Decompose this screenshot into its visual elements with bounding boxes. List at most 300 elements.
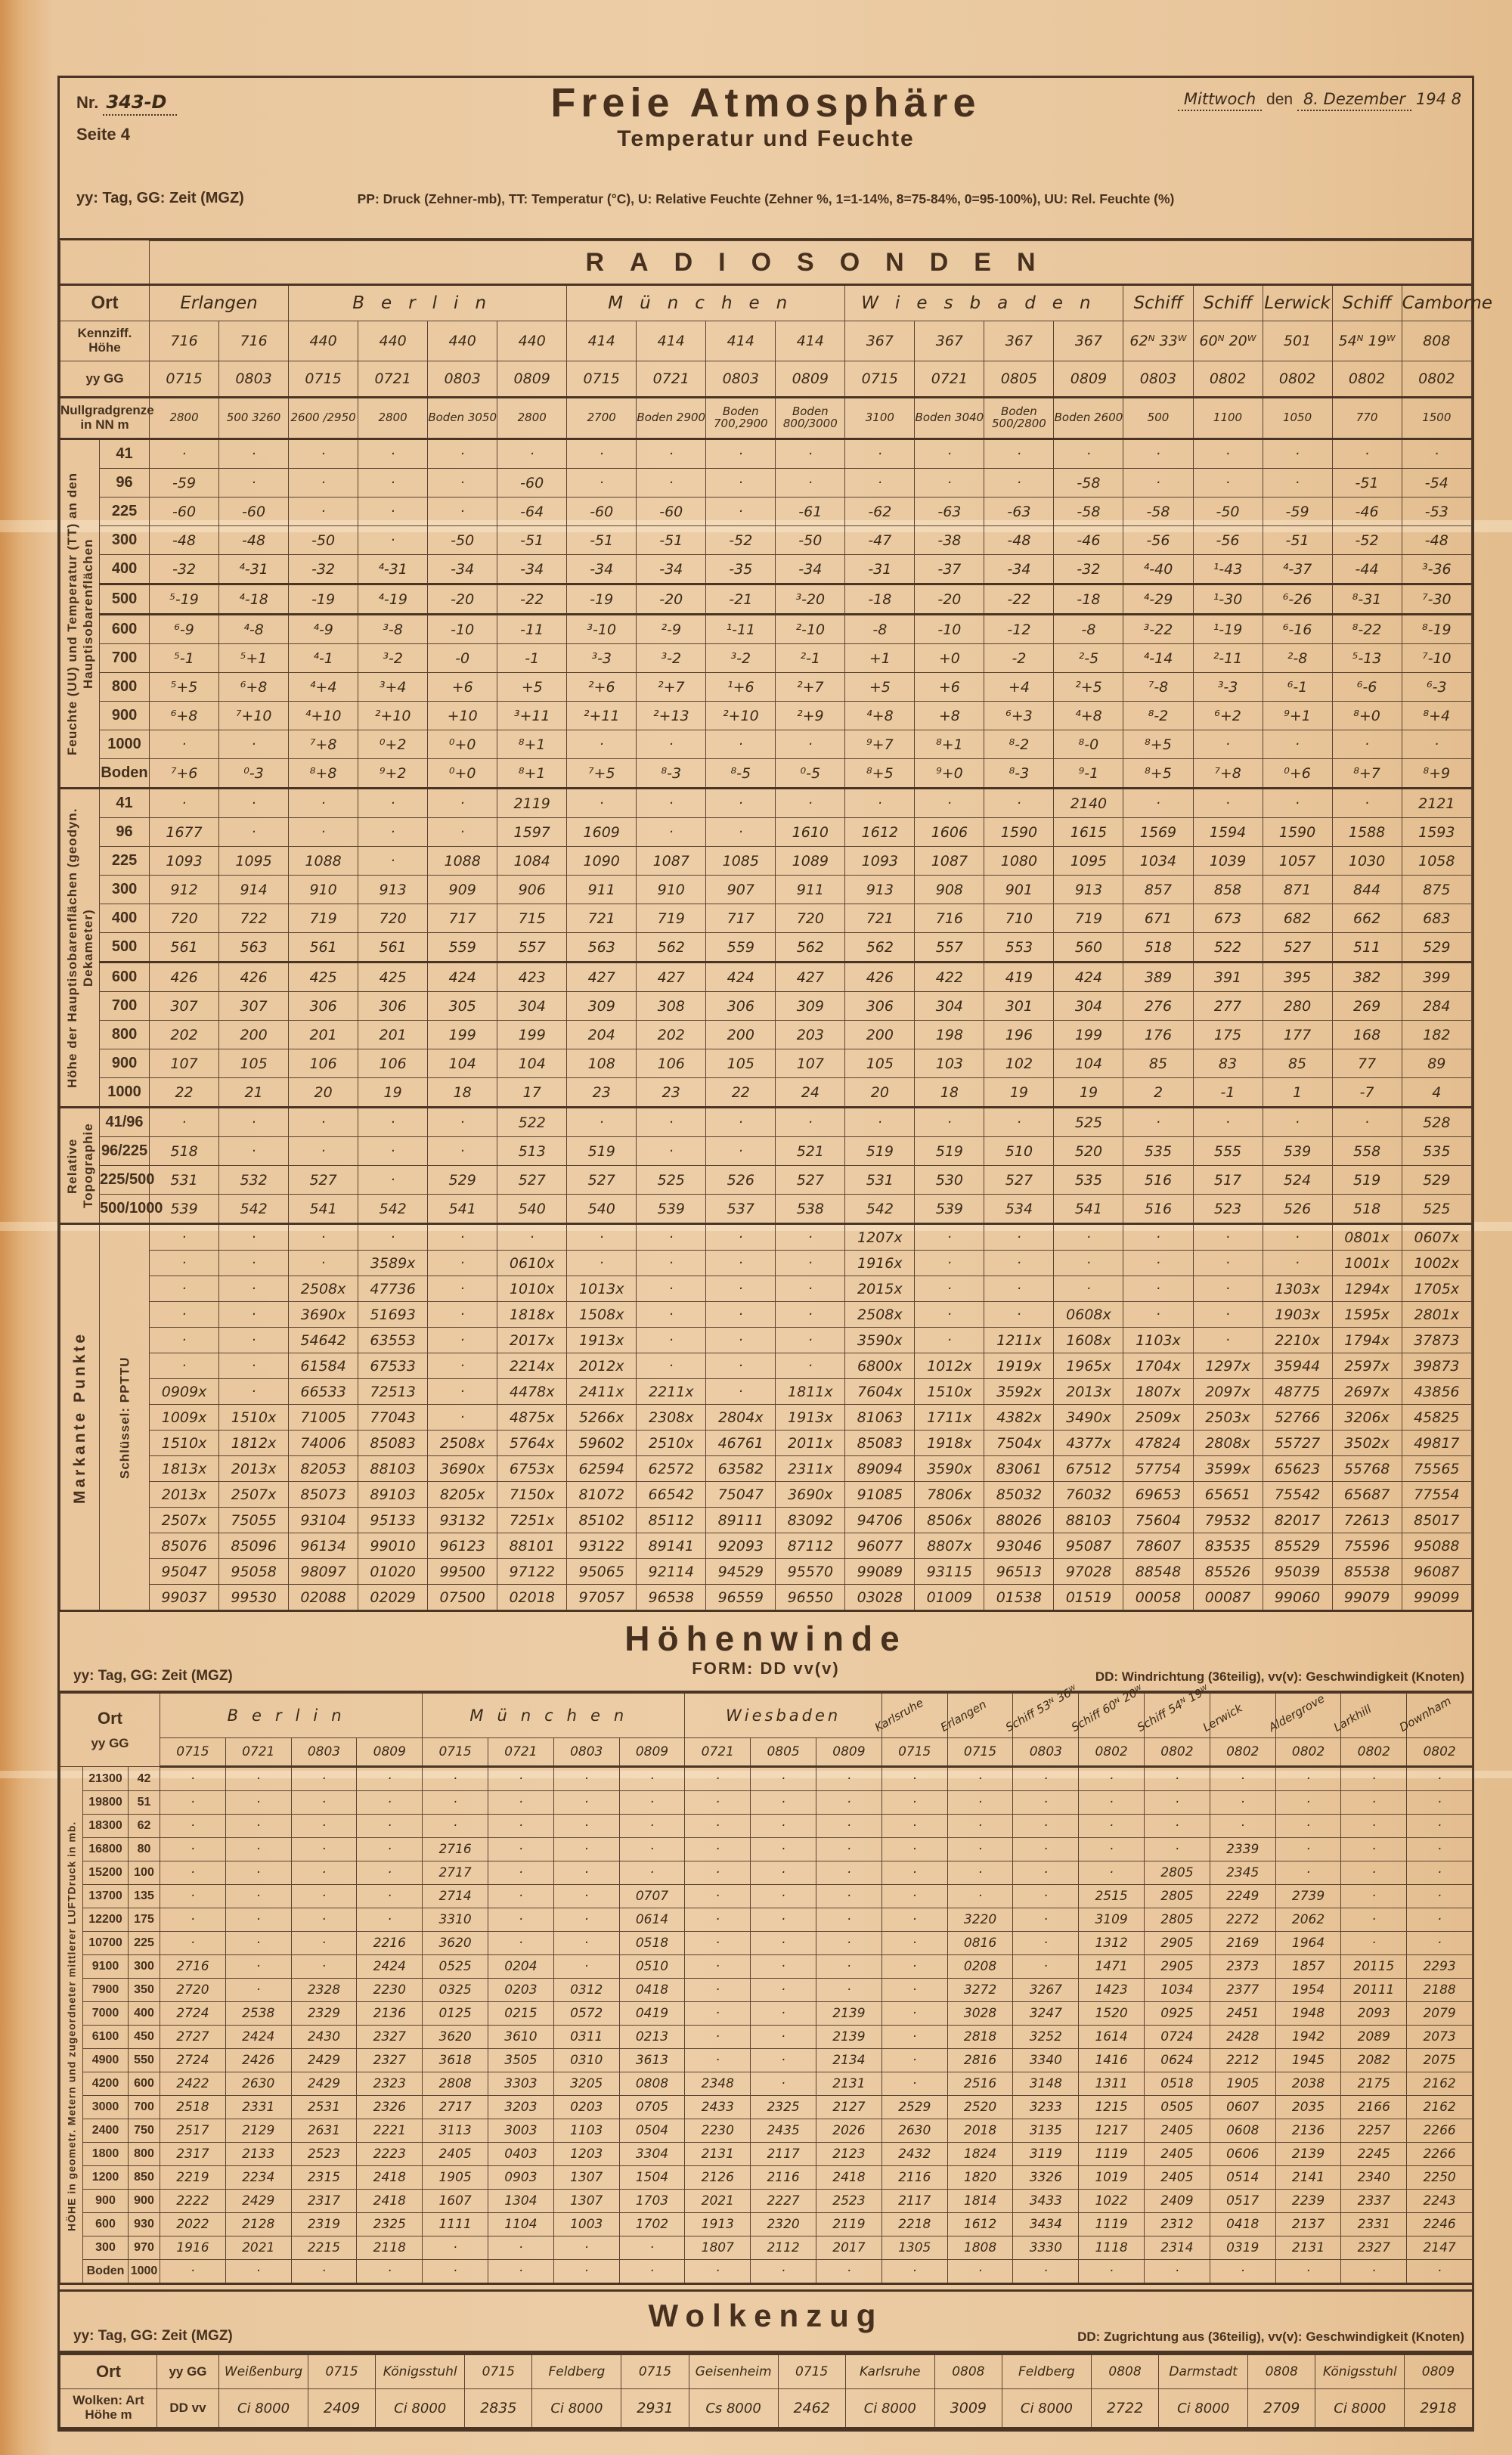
data-cell: 96513 <box>984 1559 1054 1585</box>
data-cell: 3340 <box>1013 2049 1079 2072</box>
data-cell: 2373 <box>1210 1955 1275 1979</box>
table-row <box>60 962 1472 992</box>
data-cell: 2905 <box>1145 1955 1210 1979</box>
data-cell: 912 <box>150 876 219 904</box>
data-cell: ⁰+0 <box>428 759 497 789</box>
data-cell: 2093 <box>1341 2002 1407 2026</box>
table-row <box>60 241 1472 285</box>
data-cell: 0325 <box>423 1979 488 2002</box>
data-cell: · <box>150 1108 219 1137</box>
data-cell: · <box>358 1137 428 1166</box>
data-cell: · <box>706 1224 776 1251</box>
data-cell: · <box>881 1932 947 1955</box>
data-cell: · <box>751 2072 816 2096</box>
data-cell: 2319 <box>291 2213 357 2236</box>
data-cell: 857 <box>1123 876 1193 904</box>
pressure-level-label: Boden <box>100 759 150 789</box>
data-cell: 85 <box>1123 1049 1193 1078</box>
data-cell: · <box>685 1932 751 1955</box>
data-cell: 1211x <box>984 1328 1054 1353</box>
data-cell: · <box>685 1885 751 1908</box>
data-cell: 4478x <box>497 1379 567 1405</box>
data-cell: · <box>619 1815 685 1838</box>
data-cell: · <box>488 1861 554 1885</box>
station-group-name-text: Larkhill <box>1331 1702 1374 1734</box>
data-cell: · <box>1210 2260 1275 2284</box>
data-cell: ²+7 <box>637 673 706 702</box>
data-cell: -19 <box>289 584 358 615</box>
data-cell: -46 <box>1332 498 1402 526</box>
data-cell: · <box>637 730 706 759</box>
data-cell: -12 <box>984 615 1054 644</box>
data-cell: · <box>1341 1838 1407 1861</box>
data-cell: · <box>915 789 984 818</box>
data-cell: 1003 <box>553 2213 619 2236</box>
data-cell: 2293 <box>1407 1955 1473 1979</box>
data-cell: · <box>553 2260 619 2284</box>
data-cell: 522 <box>497 1108 567 1137</box>
data-cell: 2131 <box>816 2072 882 2096</box>
data-cell: 1095 <box>219 847 289 876</box>
data-cell: 306 <box>845 992 915 1021</box>
data-cell: 911 <box>567 876 637 904</box>
data-cell: ²-5 <box>1054 644 1123 673</box>
table-row <box>60 904 1472 933</box>
data-cell: · <box>225 1885 291 1908</box>
hoehenwinde-header <box>60 1612 1472 1693</box>
data-cell: -52 <box>706 526 776 555</box>
data-cell: 1569 <box>1123 818 1193 847</box>
data-cell: ²-1 <box>776 644 845 673</box>
station-group-name-text: Schiff 53ᴺ 36ᵂ <box>1003 1682 1080 1734</box>
yygg-value: 0802 <box>1332 361 1402 398</box>
data-cell: · <box>776 1251 845 1276</box>
data-cell: -60 <box>497 469 567 498</box>
altitude-label: 4900 <box>83 2049 129 2072</box>
data-cell: 2405 <box>1145 2119 1210 2143</box>
data-cell: 561 <box>358 933 428 962</box>
data-cell: · <box>1123 469 1193 498</box>
data-cell: 1808 <box>947 2236 1013 2260</box>
data-cell: 717 <box>428 904 497 933</box>
data-cell: ⁴-29 <box>1123 584 1193 615</box>
yygg-value: 0803 <box>219 361 289 398</box>
data-cell: 0614 <box>619 1908 685 1932</box>
table-row <box>60 2389 1473 2429</box>
data-cell: 2133 <box>225 2143 291 2166</box>
yygg-value: 0715 <box>289 361 358 398</box>
data-cell: 559 <box>428 933 497 962</box>
data-cell: 2126 <box>685 2166 751 2190</box>
data-cell: ³+4 <box>358 673 428 702</box>
data-cell: 307 <box>150 992 219 1021</box>
data-cell: · <box>1054 1251 1123 1276</box>
data-cell: 1416 <box>1079 2049 1145 2072</box>
data-cell: · <box>488 1838 554 1861</box>
data-cell: 2315 <box>291 2166 357 2190</box>
data-cell: 2411x <box>567 1379 637 1405</box>
data-cell: 105 <box>845 1049 915 1078</box>
data-cell: ⁸+5 <box>845 759 915 789</box>
data-cell: 43856 <box>1402 1379 1471 1405</box>
data-cell: -0 <box>428 644 497 673</box>
data-cell: 3433 <box>1013 2190 1079 2213</box>
cloud-type-value: Ci 8000 <box>1315 2389 1405 2429</box>
data-cell: 85032 <box>984 1482 1054 1508</box>
data-cell: 4875x <box>497 1405 567 1431</box>
data-cell: 77043 <box>358 1405 428 1431</box>
data-cell: 2128 <box>225 2213 291 2236</box>
data-cell: 2089 <box>1341 2026 1407 2049</box>
data-cell: · <box>150 730 219 759</box>
data-cell: 3590x <box>845 1328 915 1353</box>
data-cell: 1590 <box>1263 818 1332 847</box>
data-cell: · <box>1332 1108 1402 1137</box>
data-cell: ³-20 <box>776 584 845 615</box>
data-cell: · <box>428 1353 497 1379</box>
data-cell: · <box>1123 1251 1193 1276</box>
data-cell: 1965x <box>1054 1353 1123 1379</box>
data-cell: ⁴-9 <box>289 615 358 644</box>
pressure-level-label: 225 <box>100 498 150 526</box>
data-cell: · <box>706 1276 776 1302</box>
data-cell: 95039 <box>1263 1559 1332 1585</box>
data-cell: 2021 <box>225 2236 291 2260</box>
data-cell: · <box>497 439 567 469</box>
table-row <box>60 1885 1473 1908</box>
table-row <box>60 2354 1473 2389</box>
data-cell: 1794x <box>1332 1328 1402 1353</box>
altitude-label: 16800 <box>83 1838 129 1861</box>
data-cell: 61584 <box>289 1353 358 1379</box>
data-cell: 85529 <box>1263 1533 1332 1559</box>
data-cell: 308 <box>637 992 706 1021</box>
data-cell: 94529 <box>706 1559 776 1585</box>
data-cell: · <box>567 1224 637 1251</box>
altitude-label: Boden <box>83 2260 129 2284</box>
data-cell: 3690x <box>289 1302 358 1328</box>
data-cell: 89 <box>1402 1049 1471 1078</box>
data-cell: 2119 <box>497 789 567 818</box>
table-row <box>60 1585 1472 1611</box>
data-cell: -48 <box>984 526 1054 555</box>
data-cell: 2266 <box>1407 2143 1473 2166</box>
data-cell: 3502x <box>1332 1431 1402 1456</box>
data-cell: · <box>1145 1815 1210 1838</box>
data-cell: ⁷+5 <box>567 759 637 789</box>
data-cell: ⁸+1 <box>497 730 567 759</box>
data-cell: 1508x <box>567 1302 637 1328</box>
data-cell: 3620 <box>423 2026 488 2049</box>
data-cell: · <box>1145 2260 1210 2284</box>
data-cell: · <box>1341 1767 1407 1791</box>
table-row <box>60 2072 1473 2096</box>
data-cell: · <box>1193 1251 1263 1276</box>
data-cell: 1520 <box>1079 2002 1145 2026</box>
data-cell: · <box>1193 730 1263 759</box>
data-cell: · <box>881 2026 947 2049</box>
data-cell: · <box>1275 2260 1341 2284</box>
pressure-level-label: 1000 <box>100 1078 150 1108</box>
station-group-name: Lerwick <box>1263 285 1332 321</box>
data-cell: 2630 <box>881 2119 947 2143</box>
pressure-label: 850 <box>129 2166 160 2190</box>
data-cell: -18 <box>1054 584 1123 615</box>
data-cell: · <box>358 1108 428 1137</box>
pressure-label: 175 <box>129 1908 160 1932</box>
cloud-station-time: 0715 <box>465 2354 532 2389</box>
data-cell: · <box>428 1224 497 1251</box>
data-cell: ⁸+8 <box>289 759 358 789</box>
data-cell: 1304 <box>488 2190 554 2213</box>
data-cell: 560 <box>1054 933 1123 962</box>
data-cell: 07500 <box>428 1585 497 1611</box>
table-row <box>60 1166 1472 1195</box>
data-cell: 0504 <box>619 2119 685 2143</box>
data-cell: 202 <box>637 1021 706 1049</box>
data-cell: 2320 <box>751 2213 816 2236</box>
table-row <box>60 469 1472 498</box>
cloud-ddvv-value: 2722 <box>1091 2389 1158 2429</box>
data-cell: 85538 <box>1332 1559 1402 1585</box>
data-cell: 719 <box>1054 904 1123 933</box>
yygg-value: 0802 <box>1275 1738 1341 1767</box>
data-cell: ⁴+10 <box>289 702 358 730</box>
station-group-name <box>1266 1691 1341 1738</box>
data-cell: 2127 <box>816 2096 882 2119</box>
hoehe-side-label: HÖHE in geometr. Metern und zugeordneter mittlerer LUFTDruck in mb. <box>60 1767 83 2284</box>
data-cell: · <box>488 1815 554 1838</box>
data-cell: · <box>1013 1932 1079 1955</box>
data-cell: 722 <box>219 904 289 933</box>
data-cell: 1510x <box>150 1431 219 1456</box>
data-cell: 2222 <box>160 2190 226 2213</box>
data-cell: 2017x <box>497 1328 567 1353</box>
data-cell: -34 <box>637 555 706 584</box>
data-cell: 200 <box>219 1021 289 1049</box>
table-row <box>60 1908 1473 1932</box>
data-cell: 1919x <box>984 1353 1054 1379</box>
pressure-label: 930 <box>129 2213 160 2236</box>
data-cell: 1610 <box>776 818 845 847</box>
data-cell: 2139 <box>816 2002 882 2026</box>
data-cell: 0518 <box>619 1932 685 1955</box>
data-cell: · <box>751 1861 816 1885</box>
data-cell: 2243 <box>1407 2190 1473 2213</box>
data-cell: 539 <box>150 1195 219 1224</box>
table-row <box>60 555 1472 584</box>
data-cell: ¹+6 <box>706 673 776 702</box>
table-row <box>60 1533 1472 1559</box>
data-cell: 7251x <box>497 1508 567 1533</box>
altitude-label: 3000 <box>83 2096 129 2119</box>
data-cell: 717 <box>706 904 776 933</box>
data-cell: 83535 <box>1193 1533 1263 1559</box>
data-cell: 88103 <box>1054 1508 1123 1533</box>
data-cell: 1597 <box>497 818 567 847</box>
data-cell: 72513 <box>358 1379 428 1405</box>
yygg-value: 0805 <box>984 361 1054 398</box>
data-cell: · <box>1263 469 1332 498</box>
table-row <box>60 1049 1472 1078</box>
data-cell: 2428 <box>1210 2026 1275 2049</box>
data-cell: 108 <box>567 1049 637 1078</box>
data-cell: -56 <box>1123 526 1193 555</box>
yygg-value: 0721 <box>488 1738 554 1767</box>
data-cell: 93046 <box>984 1533 1054 1559</box>
data-cell: · <box>751 1815 816 1838</box>
data-cell: 8506x <box>915 1508 984 1533</box>
data-cell: 20115 <box>1341 1955 1407 1979</box>
data-cell: · <box>881 1955 947 1979</box>
data-cell: 2377 <box>1210 1979 1275 2002</box>
table-row <box>60 1815 1473 1838</box>
pressure-label: 100 <box>129 1861 160 1885</box>
data-cell: 66542 <box>637 1482 706 1508</box>
data-cell: · <box>685 2002 751 2026</box>
nullgrad-value: 2800 <box>497 398 567 439</box>
station-group-name: Erlangen <box>150 285 289 321</box>
data-cell: ⁸-2 <box>1123 702 1193 730</box>
data-cell: 2325 <box>751 2096 816 2119</box>
data-cell: 389 <box>1123 962 1193 992</box>
data-cell: 75542 <box>1263 1482 1332 1508</box>
data-cell: 2312 <box>1145 2213 1210 2236</box>
table-row <box>60 1078 1472 1108</box>
data-cell: 539 <box>1263 1137 1332 1166</box>
data-cell: · <box>685 2026 751 2049</box>
data-cell: 1807x <box>1123 1379 1193 1405</box>
data-cell: 88101 <box>497 1533 567 1559</box>
data-cell: -19 <box>567 584 637 615</box>
data-cell: ⁸-19 <box>1402 615 1471 644</box>
data-cell: · <box>225 1861 291 1885</box>
pressure-label: 42 <box>129 1767 160 1791</box>
height-block-label: Höhe der Hauptisobarenflächen (geodyn. Dekameter) <box>60 789 100 1108</box>
data-cell: · <box>488 1767 554 1791</box>
legend-line: PP: Druck (Zehner-mb), TT: Temperatur (°C), U: Relative Feuchte (Zehner %, 1=1-14%, 8=75-84%, 0=95-100%), UU: Rel. Feuchte (%) <box>357 191 1175 206</box>
station-group-name <box>1135 1682 1212 1738</box>
data-cell: -50 <box>289 526 358 555</box>
data-cell: 529 <box>428 1166 497 1195</box>
data-cell: · <box>619 2236 685 2260</box>
data-cell: 2405 <box>423 2143 488 2166</box>
data-cell: · <box>357 1908 423 1932</box>
data-cell: 1608x <box>1054 1328 1123 1353</box>
data-cell: 3272 <box>947 1979 1013 2002</box>
page-number: Seite 4 <box>76 125 130 144</box>
data-cell: · <box>1145 1767 1210 1791</box>
data-cell: 96538 <box>637 1585 706 1611</box>
data-cell: -51 <box>1332 469 1402 498</box>
data-cell: 45825 <box>1402 1405 1471 1431</box>
data-cell: 538 <box>776 1195 845 1224</box>
altitude-label: 13700 <box>83 1885 129 1908</box>
data-cell: · <box>619 1791 685 1815</box>
data-cell: ⁸+1 <box>915 730 984 759</box>
data-cell: · <box>984 1302 1054 1328</box>
data-cell: 2017 <box>816 2236 882 2260</box>
pressure-level-label: 300 <box>100 526 150 555</box>
data-cell: 198 <box>915 1021 984 1049</box>
data-cell: · <box>751 1932 816 1955</box>
pressure-label: 400 <box>129 2002 160 2026</box>
data-cell: · <box>160 1885 226 1908</box>
data-cell: 518 <box>1123 933 1193 962</box>
data-cell: -51 <box>637 526 706 555</box>
data-cell: · <box>816 1767 882 1791</box>
data-cell: · <box>816 1838 882 1861</box>
data-cell: · <box>1407 1838 1473 1861</box>
data-cell: 1504 <box>619 2166 685 2190</box>
data-cell: 3620 <box>423 1932 488 1955</box>
page-title: Freie Atmosphäre <box>550 80 981 126</box>
data-cell: · <box>289 1224 358 1251</box>
data-cell: 2739 <box>1275 1885 1341 1908</box>
data-cell: · <box>619 2260 685 2284</box>
data-cell: 82017 <box>1263 1508 1332 1533</box>
cloud-station-time: 0715 <box>778 2354 845 2389</box>
data-cell: ⁰-3 <box>219 759 289 789</box>
yygg-value: 0805 <box>751 1738 816 1767</box>
data-cell: ⁰+2 <box>358 730 428 759</box>
data-cell: -35 <box>706 555 776 584</box>
data-cell: ¹-30 <box>1193 584 1263 615</box>
data-cell: -32 <box>289 555 358 584</box>
data-cell: 519 <box>915 1137 984 1166</box>
temp-block-label: Feuchte (UU) und Temperatur (TT) an den Hauptisobarenflächen <box>60 439 100 789</box>
nullgrad-value: 1100 <box>1193 398 1263 439</box>
data-cell: · <box>1145 1838 1210 1861</box>
data-cell: 2520 <box>947 2096 1013 2119</box>
data-cell: · <box>1054 1276 1123 1302</box>
station-group-name-text: Downham <box>1397 1694 1454 1734</box>
data-cell: · <box>816 1861 882 1885</box>
data-cell: · <box>553 1955 619 1979</box>
cloud-station-time: 0715 <box>621 2354 689 2389</box>
data-cell: 0204 <box>488 1955 554 1979</box>
data-cell: · <box>428 1251 497 1276</box>
data-cell: 18 <box>428 1078 497 1108</box>
data-cell: -62 <box>845 498 915 526</box>
data-cell: -60 <box>567 498 637 526</box>
form-sheet <box>57 76 1493 2432</box>
data-cell: 541 <box>289 1195 358 1224</box>
data-cell: · <box>225 1815 291 1838</box>
data-cell: · <box>881 2002 947 2026</box>
data-cell: · <box>289 498 358 526</box>
data-cell: -63 <box>984 498 1054 526</box>
data-cell: · <box>150 1224 219 1251</box>
data-cell: 3505 <box>488 2049 554 2072</box>
data-cell: · <box>219 1108 289 1137</box>
data-cell: 540 <box>567 1195 637 1224</box>
data-cell: · <box>984 439 1054 469</box>
data-cell: 2311x <box>776 1456 845 1482</box>
data-cell: ⁶-1 <box>1263 673 1332 702</box>
data-cell: 2508x <box>845 1302 915 1328</box>
data-cell: ⁴+4 <box>289 673 358 702</box>
data-cell: · <box>706 730 776 759</box>
data-cell: 1034 <box>1123 847 1193 876</box>
cloud-type-value: Ci 8000 <box>219 2389 308 2429</box>
yygg-value: 0803 <box>291 1738 357 1767</box>
data-cell: · <box>219 730 289 759</box>
data-cell: ²+9 <box>776 702 845 730</box>
data-cell: 2818 <box>947 2026 1013 2049</box>
data-cell: · <box>1013 1955 1079 1979</box>
data-cell: · <box>160 1932 226 1955</box>
